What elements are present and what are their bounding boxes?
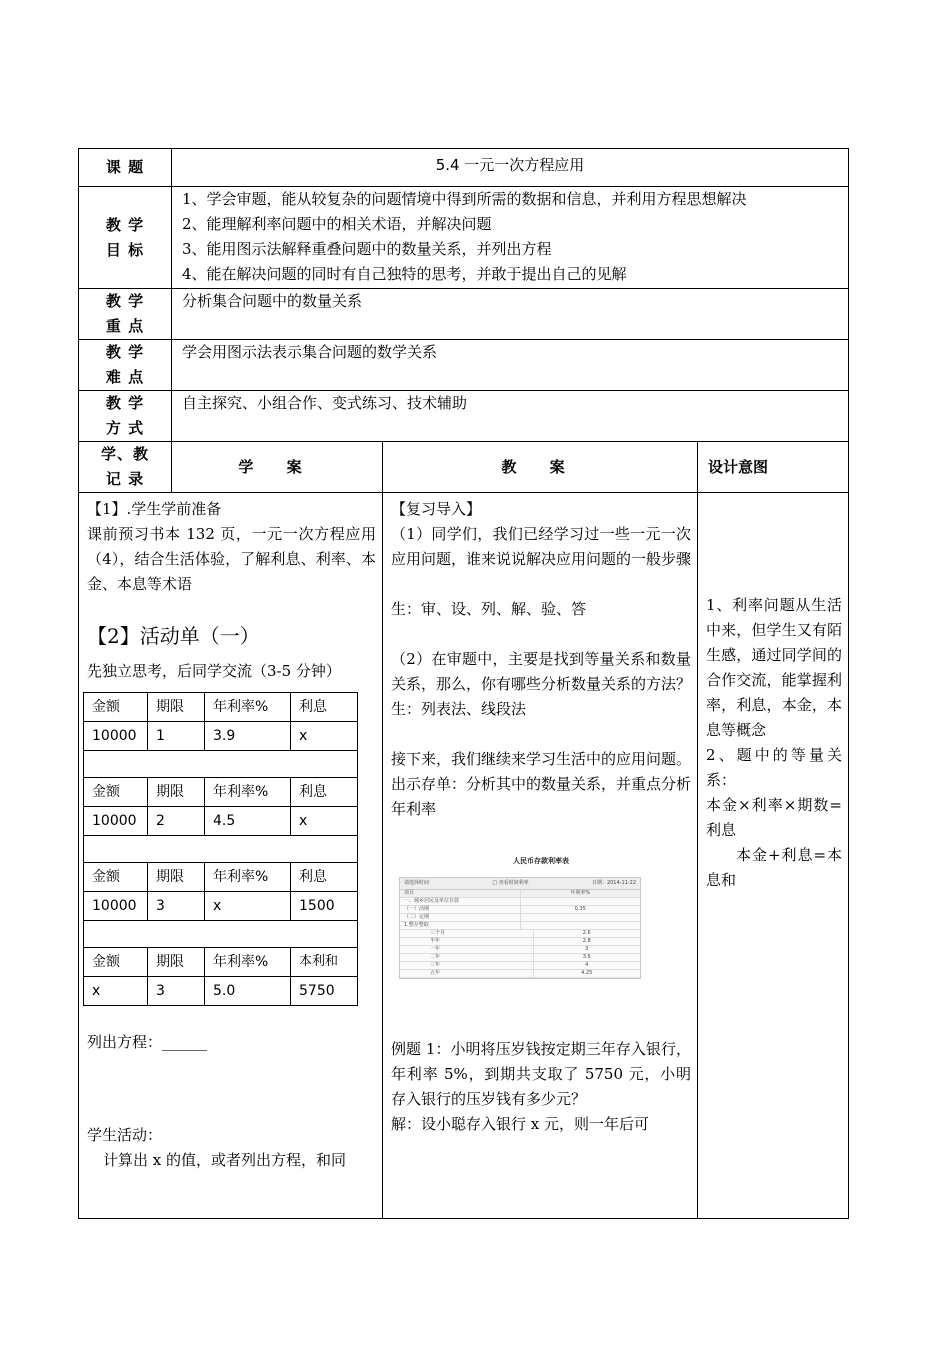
activity-text: 计算出 x 的值，或者列出方程，和同	[103, 1151, 346, 1169]
rate-item: 一年	[430, 946, 441, 952]
table-cell: 金额	[84, 693, 148, 722]
table-row	[84, 892, 358, 921]
rate-value	[520, 898, 641, 905]
rate-row	[400, 970, 640, 978]
goal-row	[79, 187, 849, 289]
goal-label-line2: 目 标	[105, 240, 145, 259]
table-cell: 金额	[84, 863, 148, 892]
goal-list	[172, 187, 849, 289]
rate-item: 二年	[430, 954, 441, 960]
design-formula-1: 本金×利率×期数=利息	[706, 796, 842, 839]
lesson-plan-table	[78, 148, 849, 1219]
rate-item: （二）定期	[404, 914, 430, 920]
goal-item: 3、能用图示法解释重叠问题中的数量关系，并列出方程	[182, 240, 552, 258]
table-row	[84, 948, 358, 977]
rate-value: 3.5	[533, 954, 641, 961]
table-cell: 本利和	[291, 948, 358, 977]
table-cell: x	[84, 977, 148, 1006]
rate-table-header	[400, 890, 640, 898]
goal-label	[79, 187, 172, 289]
table-cell: 期限	[148, 948, 205, 977]
show-deposit-text: 出示存单：分析其中的数量关系，并重点分析年利率	[391, 775, 692, 818]
table-row	[84, 778, 358, 807]
rate-value: 4.25	[533, 970, 641, 977]
interest-tables	[83, 692, 358, 1006]
rate-table-title: 人民币存款利率表	[513, 856, 569, 865]
goal-item: 4、能在解决问题的同时有自己独特的思考，并敢于提出自己的见解	[182, 265, 627, 283]
rate-date: 日期：2014-11-22	[591, 880, 636, 886]
rate-row	[400, 946, 640, 954]
column-header-row	[79, 442, 849, 493]
rate-select-button[interactable]: 请选择时间	[404, 880, 430, 886]
difficulty-label-line1: 教 学	[105, 343, 145, 361]
table-gap	[84, 921, 358, 948]
key-row	[79, 289, 849, 340]
student-plan-column	[79, 493, 383, 1219]
design-point-2: 2、题中的等量关系：	[706, 746, 842, 789]
review-question-2: （2）在审题中，主要是找到等量关系和数量关系，那么，你有哪些分析数量关系的方法？	[391, 650, 692, 693]
difficulty-value: 学会用图示法表示集合问题的数学关系	[172, 340, 849, 391]
review-answer-1: 生：审、设、列、解、验、答	[391, 600, 587, 618]
activity-title: 学生活动：	[87, 1126, 163, 1144]
rate-value: 0.35	[520, 906, 641, 913]
content-row	[79, 493, 849, 1219]
table-cell: 期限	[148, 863, 205, 892]
rate-item: 1.整存整取	[404, 922, 429, 928]
method-label	[79, 391, 172, 442]
record-label-line1: 学、教	[100, 445, 149, 463]
rate-row	[400, 962, 640, 970]
rate-row	[400, 938, 640, 946]
rate-value	[520, 922, 641, 929]
rate-table-toolbar	[400, 878, 640, 890]
student-section-2-title: 【2】活动单（一）	[87, 624, 260, 648]
table-cell: 10000	[84, 892, 148, 921]
rate-table-image	[391, 848, 691, 979]
method-label-line2: 方 式	[105, 419, 145, 437]
rate-col-item: 项目	[404, 890, 415, 896]
table-cell: 5.0	[205, 977, 291, 1006]
topic-row	[79, 149, 849, 187]
table-cell: 3	[148, 892, 205, 921]
rate-table-body	[399, 877, 641, 979]
table-cell: x	[205, 892, 291, 921]
table-row	[84, 807, 358, 836]
rate-item: 五年	[430, 970, 441, 976]
table-row	[84, 693, 358, 722]
rate-row	[400, 954, 640, 962]
rate-item: 一、城乡居民及单位存款	[404, 898, 460, 904]
difficulty-label-line2: 难 点	[105, 368, 145, 386]
rate-col-rate: 年利率%	[520, 890, 641, 897]
table-gap	[84, 751, 358, 778]
example-1: 例题 1：小明将压岁钱按定期三年存入银行，年利率 5%，到期共支取了 5750 元，小明存入银行的压岁钱有多少元？	[391, 1040, 691, 1108]
rate-row	[400, 898, 640, 906]
design-formula-2: 本金+利息=本息和	[706, 846, 842, 889]
design-point-1: 1、利率问题从生活中来，但学生又有陌生感，通过同学间的合作交流，能掌握利率，利息，本金，本息等概念	[706, 596, 842, 739]
table-cell: 金额	[84, 778, 148, 807]
table-gap	[84, 836, 358, 863]
table-cell: 3	[148, 977, 205, 1006]
student-section-2-text: 先独立思考，后同学交流（3-5 分钟）	[87, 662, 341, 680]
rate-item: 半年	[430, 938, 441, 944]
goal-item: 2、能理解利率问题中的相关术语，并解决问题	[182, 215, 492, 233]
teacher-plan-header: 教 案	[383, 442, 698, 493]
table-cell: 期限	[148, 778, 205, 807]
table-row	[84, 722, 358, 751]
key-label	[79, 289, 172, 340]
record-label-line2: 记 录	[105, 470, 145, 488]
rate-row	[400, 930, 640, 938]
goal-item: 1、学会审题，能从较复杂的问题情境中得到所需的数据和信息，并利用方程思想解决	[182, 190, 747, 208]
rate-row	[400, 922, 640, 930]
review-question-1: （1）同学们，我们已经学习过一些一元一次应用问题，谁来说说解决应用问题的一般步骤	[391, 525, 692, 568]
table-cell: 期限	[148, 693, 205, 722]
transition-text: 接下来，我们继续来学习生活中的应用问题。	[391, 750, 692, 768]
teacher-plan-column	[383, 493, 698, 1219]
table-cell: 金额	[84, 948, 148, 977]
topic-value: 5.4 一元一次方程应用	[172, 149, 849, 187]
table-gap-row	[84, 751, 358, 778]
table-cell: x	[291, 807, 358, 836]
table-cell: 5750	[291, 977, 358, 1006]
rate-value: 4	[533, 962, 641, 969]
method-label-line1: 教 学	[105, 394, 145, 412]
student-plan-header: 学 案	[172, 442, 383, 493]
table-cell: 利息	[291, 863, 358, 892]
table-cell: 4.5	[205, 807, 291, 836]
rate-value: 2.6	[533, 930, 641, 937]
rate-value: 2.8	[533, 938, 641, 945]
table-cell: 年利率%	[205, 948, 291, 977]
equation-prompt: 列出方程：______	[87, 1033, 208, 1051]
rate-view-checkbox[interactable]: □ 查看时间利率	[492, 880, 529, 886]
student-section-1-title: 【1】.学生学前准备	[87, 500, 222, 518]
table-cell: 利息	[291, 693, 358, 722]
rate-row	[400, 914, 640, 922]
goal-label-line1: 教 学	[105, 215, 145, 234]
topic-label: 课 题	[79, 149, 172, 187]
difficulty-label	[79, 340, 172, 391]
table-row	[84, 977, 358, 1006]
rate-row	[400, 906, 640, 914]
table-gap-row	[84, 921, 358, 948]
key-label-line2: 重 点	[105, 317, 145, 335]
review-answer-2: 生：列表法、线段法	[391, 700, 527, 718]
method-row	[79, 391, 849, 442]
table-cell: 10000	[84, 807, 148, 836]
design-intent-header: 设计意图	[698, 442, 849, 493]
rate-item: （一）活期	[404, 906, 430, 912]
table-cell: x	[291, 722, 358, 751]
table-cell: 利息	[291, 778, 358, 807]
rate-item: 三个月	[430, 930, 446, 936]
rate-item: 三年	[430, 962, 441, 968]
table-row	[84, 863, 358, 892]
example-1-solution: 解：设小聪存入银行 x 元，则一年后可	[391, 1115, 649, 1133]
table-cell: 10000	[84, 722, 148, 751]
key-label-line1: 教 学	[105, 292, 145, 310]
rate-value: 3	[533, 946, 641, 953]
key-value: 分析集合问题中的数量关系	[172, 289, 849, 340]
difficulty-row	[79, 340, 849, 391]
method-value: 自主探究、小组合作、变式练习、技术辅助	[172, 391, 849, 442]
design-intent-column	[698, 493, 849, 1219]
table-cell: 2	[148, 807, 205, 836]
table-cell: 1	[148, 722, 205, 751]
rate-value	[520, 914, 641, 921]
table-cell: 3.9	[205, 722, 291, 751]
table-cell: 年利率%	[205, 863, 291, 892]
table-cell: 1500	[291, 892, 358, 921]
review-title: 【复习导入】	[391, 500, 482, 518]
table-cell: 年利率%	[205, 693, 291, 722]
table-cell: 年利率%	[205, 778, 291, 807]
student-section-1-text: 课前预习书本 132 页，一元一次方程应用（4），结合生活体验，了解利息、利率、本金、本息等术语	[87, 525, 376, 593]
record-label	[79, 442, 172, 493]
table-gap-row	[84, 836, 358, 863]
